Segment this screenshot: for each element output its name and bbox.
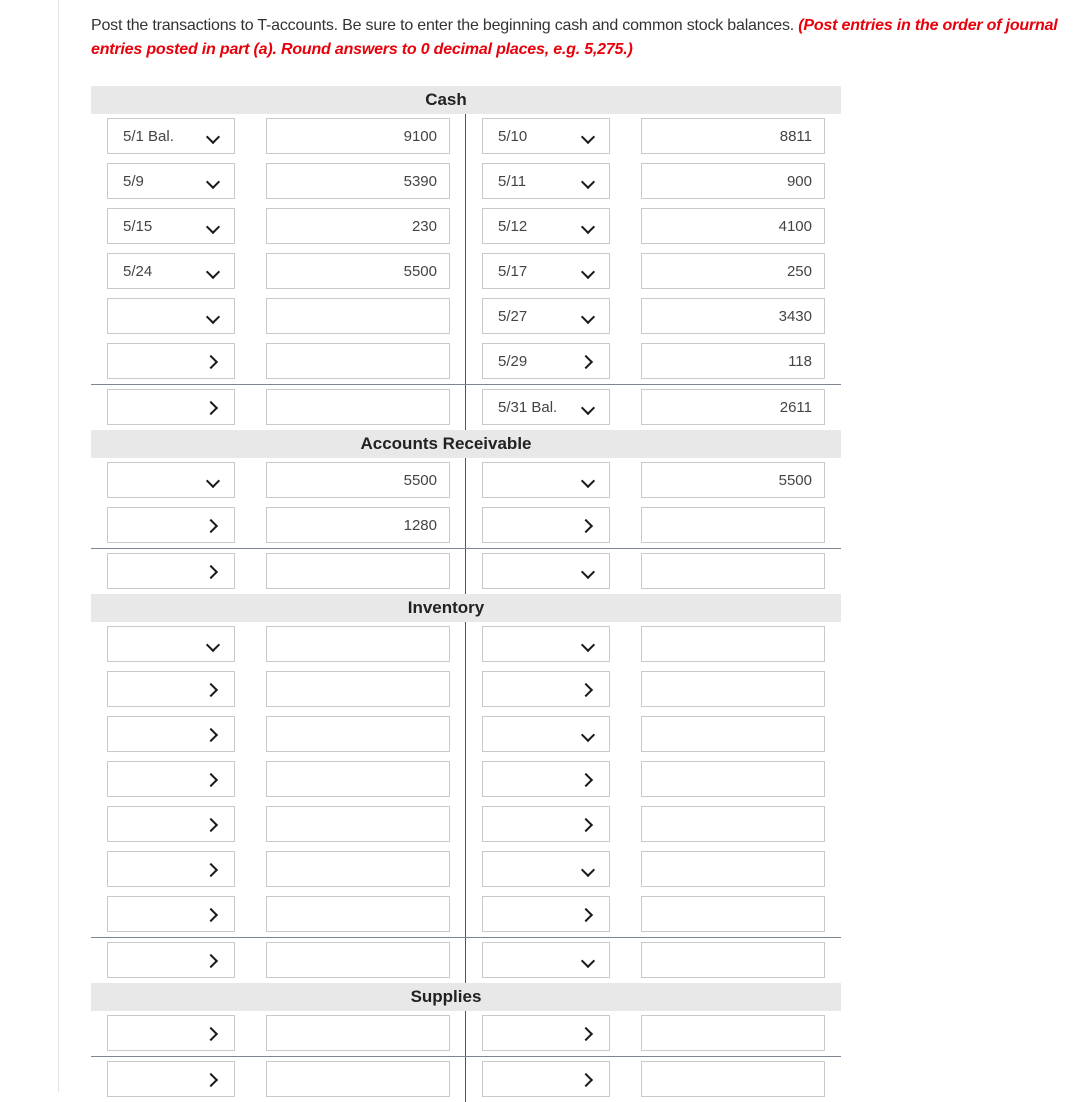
credit-amount-input[interactable] <box>641 1015 825 1051</box>
ledger-row <box>91 384 841 430</box>
left-sidebar <box>0 0 59 1092</box>
chevron-down-icon <box>581 130 595 144</box>
credit-date-dropdown[interactable] <box>482 298 610 334</box>
account-header <box>91 430 841 458</box>
debit-amount-input[interactable] <box>266 462 450 498</box>
credit-amount-input[interactable] <box>641 716 825 752</box>
dropdown-value: 5/27 <box>498 308 528 325</box>
chevron-right-icon <box>204 401 218 415</box>
debit-date-dropdown[interactable] <box>107 896 235 932</box>
debit-amount-input[interactable] <box>266 1015 450 1051</box>
chevron-right-icon <box>579 683 593 697</box>
credit-date-dropdown[interactable] <box>482 163 610 199</box>
debit-date-dropdown[interactable] <box>107 208 235 244</box>
credit-date-dropdown[interactable] <box>482 896 610 932</box>
ledger-row <box>91 249 841 294</box>
credit-date-dropdown[interactable] <box>482 851 610 887</box>
account-accounts-receivable <box>91 430 841 594</box>
debit-date-dropdown[interactable] <box>107 942 235 978</box>
debit-amount-input[interactable] <box>266 942 450 978</box>
credit-amount-input[interactable] <box>641 896 825 932</box>
amount-value: 5500 <box>778 472 812 489</box>
credit-amount-input[interactable] <box>641 343 825 379</box>
debit-date-dropdown[interactable] <box>107 806 235 842</box>
chevron-right-icon <box>579 1073 593 1087</box>
dropdown-value: 5/17 <box>498 263 528 280</box>
ledger-row <box>91 1056 841 1102</box>
debit-date-dropdown[interactable] <box>107 253 235 289</box>
ledger-row <box>91 339 841 384</box>
debit-amount-input[interactable] <box>266 851 450 887</box>
credit-amount-input[interactable] <box>641 806 825 842</box>
debit-amount-input[interactable] <box>266 253 450 289</box>
amount-value: 250 <box>786 263 812 280</box>
chevron-down-icon <box>581 310 595 324</box>
debit-date-dropdown[interactable] <box>107 761 235 797</box>
dropdown-value: 5/12 <box>498 218 528 235</box>
chevron-right-icon <box>579 1027 593 1041</box>
chevron-down-icon <box>206 175 220 189</box>
chevron-down-icon <box>581 565 595 579</box>
chevron-down-icon <box>581 954 595 968</box>
amount-value: 5500 <box>403 263 437 280</box>
debit-amount-input[interactable] <box>266 163 450 199</box>
chevron-right-icon <box>204 565 218 579</box>
dropdown-value: 5/24 <box>123 263 153 280</box>
dropdown-value: 5/15 <box>123 218 153 235</box>
debit-amount-input[interactable] <box>266 671 450 707</box>
credit-date-dropdown[interactable] <box>482 553 610 589</box>
chevron-right-icon <box>204 908 218 922</box>
ledger-row <box>91 294 841 339</box>
chevron-right-icon <box>204 519 218 533</box>
amount-value: 230 <box>411 218 437 235</box>
chevron-down-icon <box>581 863 595 877</box>
chevron-down-icon <box>206 474 220 488</box>
chevron-right-icon <box>204 818 218 832</box>
debit-date-dropdown[interactable] <box>107 389 235 425</box>
amount-value: 900 <box>786 173 812 190</box>
chevron-right-icon <box>579 908 593 922</box>
credit-date-dropdown[interactable] <box>482 389 610 425</box>
account-title: Supplies <box>410 987 482 1006</box>
chevron-down-icon <box>206 638 220 652</box>
credit-date-dropdown[interactable] <box>482 942 610 978</box>
ledger-row <box>91 757 841 802</box>
credit-amount-input[interactable] <box>641 626 825 662</box>
debit-amount-input[interactable] <box>266 507 450 543</box>
debit-date-dropdown[interactable] <box>107 343 235 379</box>
chevron-right-icon <box>204 1027 218 1041</box>
debit-amount-input[interactable] <box>266 389 450 425</box>
debit-date-dropdown[interactable] <box>107 553 235 589</box>
debit-amount-input[interactable] <box>266 553 450 589</box>
dropdown-value: 5/29 <box>498 353 528 370</box>
credit-amount-input[interactable] <box>641 462 825 498</box>
amount-value: 3430 <box>778 308 812 325</box>
dropdown-value: 5/9 <box>123 173 144 190</box>
credit-date-dropdown[interactable] <box>482 761 610 797</box>
credit-date-dropdown[interactable] <box>482 507 610 543</box>
credit-amount-input[interactable] <box>641 942 825 978</box>
debit-date-dropdown[interactable] <box>107 716 235 752</box>
ledger-row <box>91 1011 841 1056</box>
credit-date-dropdown[interactable] <box>482 626 610 662</box>
amount-value: 9100 <box>403 128 437 145</box>
debit-date-dropdown[interactable] <box>107 118 235 154</box>
debit-date-dropdown[interactable] <box>107 626 235 662</box>
debit-amount-input[interactable] <box>266 343 450 379</box>
chevron-down-icon <box>581 220 595 234</box>
debit-date-dropdown[interactable] <box>107 1015 235 1051</box>
ledger-row <box>91 892 841 937</box>
amount-value: 118 <box>788 353 812 370</box>
account-header <box>91 86 841 114</box>
chevron-right-icon <box>204 773 218 787</box>
chevron-right-icon <box>204 683 218 697</box>
account-title: Inventory <box>407 598 485 617</box>
ledger-row <box>91 667 841 712</box>
chevron-down-icon <box>581 728 595 742</box>
ledger-row <box>91 503 841 548</box>
credit-amount-input[interactable] <box>641 851 825 887</box>
debit-amount-input[interactable] <box>266 896 450 932</box>
debit-date-dropdown[interactable] <box>107 507 235 543</box>
credit-amount-input[interactable] <box>641 389 825 425</box>
credit-date-dropdown[interactable] <box>482 118 610 154</box>
instructions <box>91 14 1081 62</box>
debit-amount-input[interactable] <box>266 118 450 154</box>
amount-value: 4100 <box>778 218 812 235</box>
credit-amount-input[interactable] <box>641 298 825 334</box>
dropdown-value: 5/10 <box>498 128 528 145</box>
chevron-right-icon <box>579 519 593 533</box>
dropdown-value: 5/1 Bal. <box>123 128 174 145</box>
debit-amount-input[interactable] <box>266 761 450 797</box>
debit-date-dropdown[interactable] <box>107 462 235 498</box>
chevron-down-icon <box>206 220 220 234</box>
debit-amount-input[interactable] <box>266 298 450 334</box>
credit-date-dropdown[interactable] <box>482 343 610 379</box>
chevron-down-icon <box>581 474 595 488</box>
debit-amount-input[interactable] <box>266 806 450 842</box>
chevron-down-icon <box>581 265 595 279</box>
debit-amount-input[interactable] <box>266 716 450 752</box>
instruction-emphasis: (Post entries in the order of journal entries posted in part (a). Round answers to 0 decimal places, e.g. 5,275.) <box>91 17 1058 58</box>
credit-amount-input[interactable] <box>641 253 825 289</box>
ledger-row <box>91 114 841 159</box>
credit-amount-input[interactable] <box>641 671 825 707</box>
ledger-row <box>91 458 841 503</box>
debit-amount-input[interactable] <box>266 208 450 244</box>
credit-date-dropdown[interactable] <box>482 716 610 752</box>
account-header <box>91 594 841 622</box>
ledger-row <box>91 847 841 892</box>
amount-value: 5390 <box>403 173 437 190</box>
credit-date-dropdown[interactable] <box>482 462 610 498</box>
amount-value: 5500 <box>403 472 437 489</box>
ledger-row <box>91 548 841 594</box>
amount-value: 1280 <box>403 517 437 534</box>
account-supplies <box>91 983 841 1102</box>
account-title: Accounts Receivable <box>360 434 532 453</box>
debit-date-dropdown[interactable] <box>107 163 235 199</box>
account-inventory <box>91 594 841 983</box>
credit-amount-input[interactable] <box>641 761 825 797</box>
t-accounts-table <box>91 86 841 1102</box>
credit-date-dropdown[interactable] <box>482 671 610 707</box>
credit-amount-input[interactable] <box>641 118 825 154</box>
chevron-right-icon <box>204 863 218 877</box>
ledger-row <box>91 159 841 204</box>
account-title: Cash <box>425 90 467 109</box>
chevron-down-icon <box>206 310 220 324</box>
dropdown-value: 5/11 <box>498 173 527 190</box>
credit-date-dropdown[interactable] <box>482 253 610 289</box>
amount-value: 2611 <box>779 399 812 416</box>
credit-amount-input[interactable] <box>641 553 825 589</box>
credit-date-dropdown[interactable] <box>482 1015 610 1051</box>
credit-amount-input[interactable] <box>641 507 825 543</box>
chevron-right-icon <box>204 954 218 968</box>
ledger-row <box>91 204 841 249</box>
credit-date-dropdown[interactable] <box>482 208 610 244</box>
debit-date-dropdown[interactable] <box>107 671 235 707</box>
account-cash <box>91 86 841 430</box>
debit-date-dropdown[interactable] <box>107 298 235 334</box>
chevron-right-icon <box>579 818 593 832</box>
credit-amount-input[interactable] <box>641 163 825 199</box>
chevron-down-icon <box>206 130 220 144</box>
ledger-row <box>91 802 841 847</box>
chevron-down-icon <box>206 265 220 279</box>
credit-amount-input[interactable] <box>641 208 825 244</box>
chevron-right-icon <box>204 355 218 369</box>
credit-date-dropdown[interactable] <box>482 806 610 842</box>
chevron-right-icon <box>579 773 593 787</box>
chevron-down-icon <box>581 401 595 415</box>
ledger-row <box>91 622 841 667</box>
instruction-text: Post the transactions to T-accounts. Be sure to enter the beginning cash and common stock balances. <box>91 17 799 34</box>
ledger-row <box>91 937 841 983</box>
debit-amount-input[interactable] <box>266 626 450 662</box>
debit-date-dropdown[interactable] <box>107 851 235 887</box>
account-header <box>91 983 841 1011</box>
chevron-right-icon <box>579 355 593 369</box>
chevron-right-icon <box>204 1073 218 1087</box>
ledger-row <box>91 712 841 757</box>
dropdown-value: 5/31 Bal. <box>498 399 558 416</box>
chevron-right-icon <box>204 728 218 742</box>
amount-value: 8811 <box>779 128 812 145</box>
chevron-down-icon <box>581 175 595 189</box>
chevron-down-icon <box>581 638 595 652</box>
